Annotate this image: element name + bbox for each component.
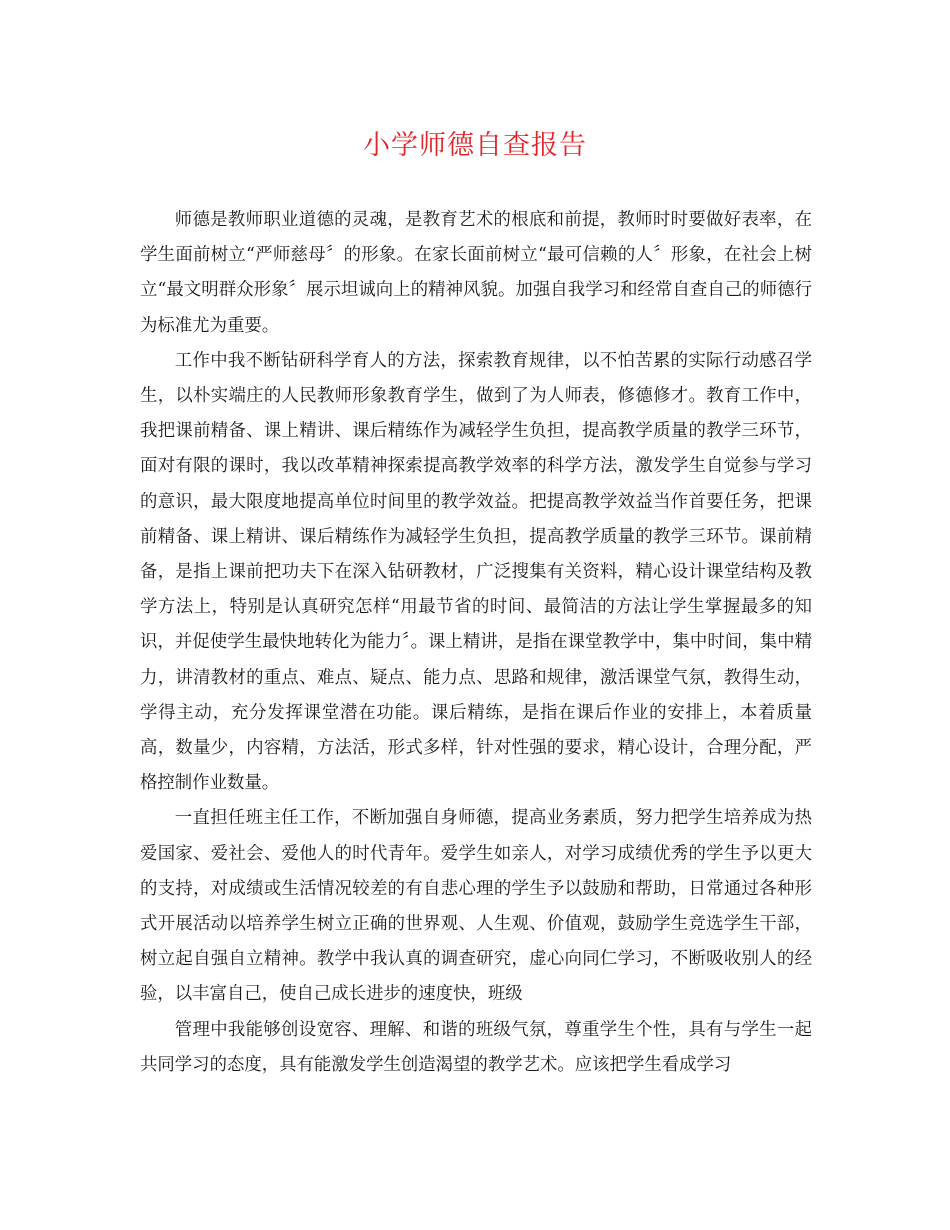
paragraph: 管理中我能够创设宽容、理解、和谐的班级气氛，尊重学生个性，具有与学生一起共同学习的态度，具有能激发学生创造渴望的教学艺术。应该把学生看成学习 [140, 1019, 812, 1075]
paragraph: 师德是教师职业道德的灵魂，是教育艺术的根底和前提，教师时时要做好表率，在学生面前树立“严师慈母〞的形象。在家长面前树立“最可信赖的人〞形象，在社会上树立“最文明群众形象〞展示坦诚向上的精神风貌。加强自我学习和经常自查自己的师德行为标准尤为重要。 [140, 210, 812, 336]
document-body [140, 203, 812, 1083]
paragraph: 工作中我不断钻研科学育人的方法，探索教育规律，以不怕苦累的实际行动感召学生，以朴实端庄的人民教师形象教育学生，做到了为人师表，修德修才。教育工作中，我把课前精备、课上精讲、课后精练作为减轻学生负担，提高教学质量的教学三环节，面对有限的课时，我以改革精神探索提高教学效率的科学方法，激发学生自觉参与学习的意识，最大限度地提高单位时间里的教学效益。把提高教学效益当作首要任务，把课前精备、课上精讲、课后精练作为减轻学生负担，提高教学质量的教学三环节。课前精备，是指上课前把功夫下在深入钻研教材，广泛搜集有关资料，精心设计课堂结构及教学方法上，特别是认真研究怎样“用最节省的时间、最简洁的方法让学生掌握最多的知识，并促使学生最快地转化为能力〞。课上精讲，是指在课堂教学中，集中时间，集中精力，讲清教材的重点、难点、疑点、能力点、思路和规律，激活课堂气氛，教得生动，学得主动，充分发挥课堂潜在功能。课后精练，是指在课后作业的安排上，本着质量高，数量少，内容精，方法活，形式多样，针对性强的要求，精心设计，合理分配，严格控制作业数量。 [140, 350, 812, 794]
document-title: 小学师德自查报告 [363, 130, 587, 161]
paragraph: 一直担任班主任工作，不断加强自身师德，提高业务素质，努力把学生培养成为热爱国家、爱社会、爱他人的时代青年。爱学生如亲人，对学习成绩优秀的学生予以更大的支持，对成绩或生活情况较差的有自悲心理的学生予以鼓励和帮助，日常通过各种形式开展活动以培养学生树立正确的世界观、人生观、价值观，鼓励学生竞选学生干部，树立起自强自立精神。教学中我认真的调查研究，虚心向同仁学习，不断吸收别人的经验，以丰富自己，使自己成长进步的速度快，班级 [140, 808, 812, 1005]
